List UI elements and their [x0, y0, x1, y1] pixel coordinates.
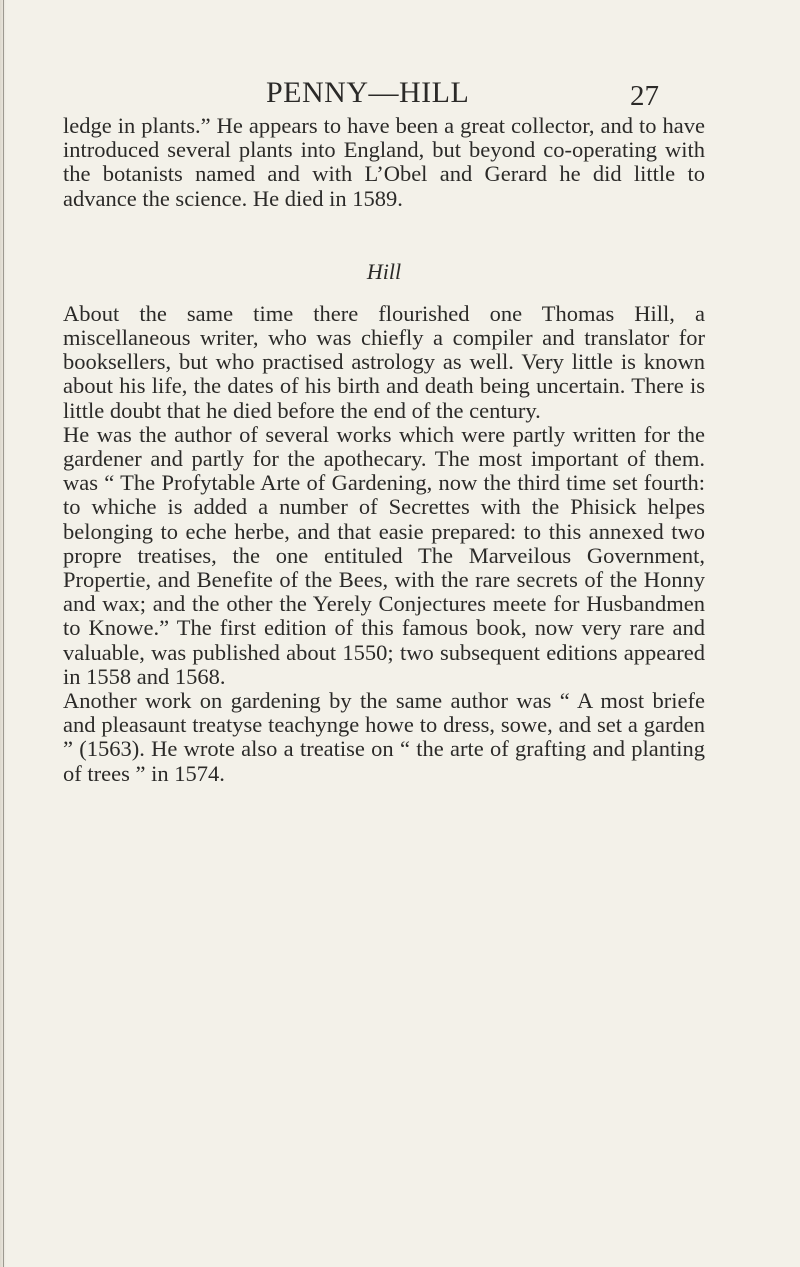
paragraph-continuation: ledge in plants.” He appears to have been a great collector, and to have introduced several plants into England, but beyond co-operating with the botanists named and with L’Obel and Gerard he did little to advance the science. He died in 1589. [63, 113, 705, 211]
body-text [63, 114, 705, 786]
paragraph-works: He was the author of several works which were partly written for the gardener and partly for the apothecary. The most important of them. was “ The Profytable Arte of Gardening, now the third time set fourth: to whiche is added a number of Secrettes with the Phisick helpes belonging to eche herbe, and that easie prepared: to this annexed two propre treatises, the one entituled The Marveilous Government, Propertie, and Benefite of the Bees, with the rare secrets of the Honny and wax; and the other the Yerely Conjectures meete for Husbandmen to Knowe.” The first edition of this famous book, now very rare and valuable, was published about 1550; two subsequent editions appeared in 1558 and 1568. [63, 421, 705, 689]
paragraph-thomas-hill: About the same time there flourished one Thomas Hill, a miscellaneous writer, who was chiefly a compiler and translator for booksellers, but who practised astrology as well. Very little is known about his life, the dates of his birth and death being uncertain. There is little doubt that he died before the end of the century. [63, 300, 705, 423]
binding-line [3, 0, 4, 1267]
paragraph-gardening: Another work on gardening by the same author was “ A most briefe and pleasaunt treatyse teachynge howe to dress, sowe, and set a garden ” (1563). He wrote also a treatise on “ the arte of grafting and planting of trees ” in 1574. [63, 688, 705, 786]
section-heading: Hill [366, 258, 402, 284]
page-header [0, 75, 800, 115]
page-number: 27 [630, 80, 659, 112]
running-head: PENNY—HILL [266, 76, 470, 109]
